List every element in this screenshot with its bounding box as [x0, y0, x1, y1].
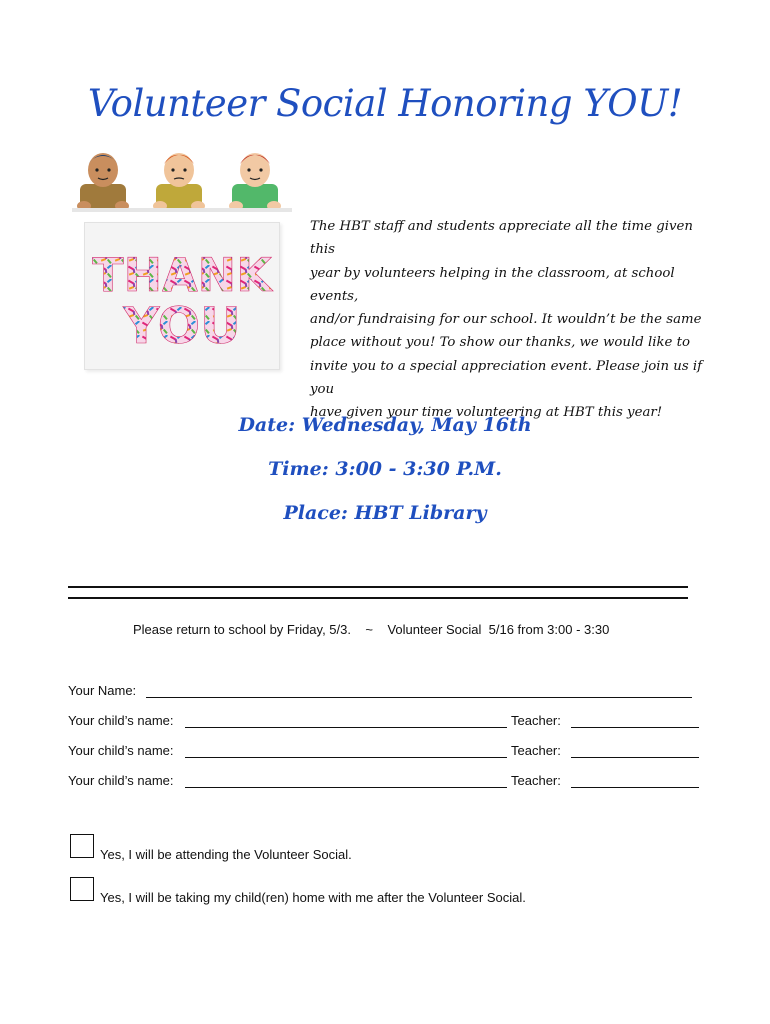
child-name-label-2: Your child’s name: [68, 743, 174, 758]
attending-label: Yes, I will be attending the Volunteer Social. [100, 847, 352, 862]
teacher-field-1[interactable] [571, 727, 699, 728]
intro-line: place without you! To show our thanks, we would like to [310, 335, 690, 351]
event-place: Place: HBT Library [283, 502, 487, 524]
kid-2 [153, 153, 205, 212]
pickup-checkbox[interactable] [70, 877, 94, 901]
intro-line: year by volunteers helping in the classroom, at school events, [310, 265, 675, 304]
child-name-label-1: Your child’s name: [68, 713, 174, 728]
card-thank-text: THANK [92, 248, 272, 302]
child-name-field-2[interactable] [185, 757, 507, 758]
return-note: Please return to school by Friday, 5/3. ~ Volunteer Social 5/16 from 3:00 - 3:30 [133, 622, 610, 637]
attending-checkbox[interactable] [70, 834, 94, 858]
card-you-text: YOU [123, 297, 241, 355]
kid-1 [77, 153, 129, 212]
teacher-label-3: Teacher: [511, 773, 561, 788]
event-time: Time: 3:00 - 3:30 P.M. [268, 458, 502, 480]
intro-line: The HBT staff and students appreciate all the time given this [310, 219, 693, 258]
child-name-label-3: Your child’s name: [68, 773, 174, 788]
page-title: Volunteer Social Honoring YOU! [87, 82, 683, 125]
intro-line: invite you to a special appreciation event. Please join us if you [310, 358, 703, 398]
tear-off-divider [68, 586, 688, 599]
thank-you-card [84, 222, 280, 370]
thank-you-art [85, 223, 279, 369]
teacher-label-1: Teacher: [511, 713, 561, 728]
teacher-field-2[interactable] [571, 757, 699, 758]
event-date: Date: Wednesday, May 16th [238, 414, 532, 436]
intro-line: and/or fundraising for our school. It wouldn’t be the same [310, 312, 702, 328]
kid-3 [229, 153, 281, 212]
child-name-field-1[interactable] [185, 727, 507, 728]
your-name-field[interactable] [146, 697, 692, 698]
teacher-field-3[interactable] [571, 787, 699, 788]
pickup-label: Yes, I will be taking my child(ren) home with me after the Volunteer Social. [100, 890, 526, 905]
child-name-field-3[interactable] [185, 787, 507, 788]
intro-paragraph [310, 215, 710, 425]
teacher-label-2: Teacher: [511, 743, 561, 758]
intro-line: have given your time volunteering at HBT this year! [310, 405, 663, 421]
your-name-label: Your Name: [68, 683, 137, 698]
kids-clipart [72, 146, 292, 216]
